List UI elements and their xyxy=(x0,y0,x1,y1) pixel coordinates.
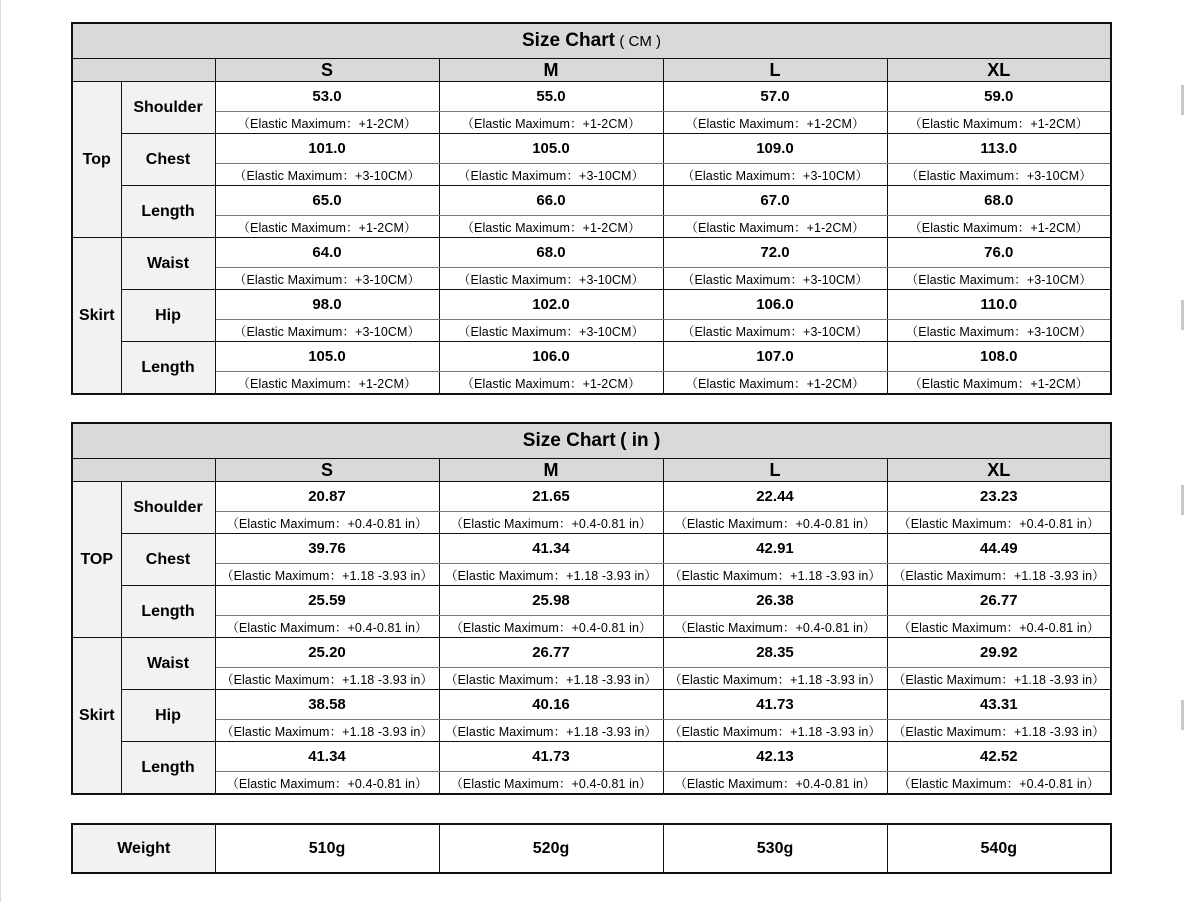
weight-value-s: 510g xyxy=(215,824,439,873)
measure-value: 26.77 xyxy=(887,586,1111,616)
elastic-note: （Elastic Maximum：+1.18 -3.93 in） xyxy=(887,564,1111,586)
measure-value: 76.0 xyxy=(887,238,1111,268)
measure-value: 28.35 xyxy=(663,638,887,668)
elastic-note: （Elastic Maximum：+1.18 -3.93 in） xyxy=(663,720,887,742)
measure-value: 39.76 xyxy=(215,534,439,564)
measure-value: 25.20 xyxy=(215,638,439,668)
measure-label: Hip xyxy=(121,290,215,342)
size-header-xl: XL xyxy=(887,459,1111,482)
table-row xyxy=(72,238,1111,268)
elastic-note: （Elastic Maximum：+0.4-0.81 in） xyxy=(215,512,439,534)
measure-value: 106.0 xyxy=(439,342,663,372)
header-corner xyxy=(72,59,215,82)
table-row-elastic xyxy=(72,268,1111,290)
size-chart-in-title xyxy=(72,423,1111,459)
measure-value: 41.34 xyxy=(215,742,439,772)
measure-value: 44.49 xyxy=(887,534,1111,564)
measure-value: 98.0 xyxy=(215,290,439,320)
elastic-note: （Elastic Maximum：+1-2CM） xyxy=(663,216,887,238)
table-row xyxy=(72,690,1111,720)
elastic-note: （Elastic Maximum：+1-2CM） xyxy=(439,112,663,134)
measure-value: 105.0 xyxy=(439,134,663,164)
elastic-note: （Elastic Maximum：+3-10CM） xyxy=(887,320,1111,342)
group-label: Skirt xyxy=(72,238,121,395)
table-row xyxy=(72,638,1111,668)
elastic-note: （Elastic Maximum：+1.18 -3.93 in） xyxy=(663,564,887,586)
elastic-note: （Elastic Maximum：+1.18 -3.93 in） xyxy=(439,720,663,742)
table-row xyxy=(72,586,1111,616)
measure-label: Shoulder xyxy=(121,482,215,534)
header-corner xyxy=(72,459,215,482)
weight-value-l: 530g xyxy=(663,824,887,873)
elastic-note: （Elastic Maximum：+0.4-0.81 in） xyxy=(887,616,1111,638)
elastic-note: （Elastic Maximum：+1.18 -3.93 in） xyxy=(439,564,663,586)
elastic-note: （Elastic Maximum：+0.4-0.81 in） xyxy=(439,616,663,638)
measure-value: 53.0 xyxy=(215,82,439,112)
measure-value: 20.87 xyxy=(215,482,439,512)
elastic-note: （Elastic Maximum：+1.18 -3.93 in） xyxy=(663,668,887,690)
elastic-note: （Elastic Maximum：+3-10CM） xyxy=(887,268,1111,290)
elastic-note: （Elastic Maximum：+0.4-0.81 in） xyxy=(663,616,887,638)
elastic-note: （Elastic Maximum：+3-10CM） xyxy=(215,320,439,342)
table-row-elastic xyxy=(72,668,1111,690)
table-row-elastic xyxy=(72,216,1111,238)
table-row-elastic xyxy=(72,564,1111,586)
elastic-note: （Elastic Maximum：+3-10CM） xyxy=(663,164,887,186)
table-row-elastic xyxy=(72,320,1111,342)
measure-label: Length xyxy=(121,742,215,795)
measure-label: Length xyxy=(121,586,215,638)
table-row xyxy=(72,290,1111,320)
weight-value-xl: 540g xyxy=(887,824,1111,873)
measure-value: 110.0 xyxy=(887,290,1111,320)
weight-table xyxy=(71,823,1112,874)
measure-value: 66.0 xyxy=(439,186,663,216)
measure-value: 68.0 xyxy=(887,186,1111,216)
group-label: TOP xyxy=(72,482,121,638)
size-chart-cm xyxy=(71,22,1112,395)
measure-value: 72.0 xyxy=(663,238,887,268)
size-chart-cm-title xyxy=(72,23,1111,59)
weight-label: Weight xyxy=(72,824,215,873)
elastic-note: （Elastic Maximum：+1-2CM） xyxy=(887,372,1111,395)
table-row-elastic xyxy=(72,720,1111,742)
measure-value: 22.44 xyxy=(663,482,887,512)
elastic-note: （Elastic Maximum：+1.18 -3.93 in） xyxy=(887,668,1111,690)
elastic-note: （Elastic Maximum：+3-10CM） xyxy=(887,164,1111,186)
table-row-elastic xyxy=(72,512,1111,534)
measure-value: 38.58 xyxy=(215,690,439,720)
size-header-m: M xyxy=(439,459,663,482)
measure-label: Length xyxy=(121,342,215,395)
measure-value: 41.73 xyxy=(439,742,663,772)
size-header-m: M xyxy=(439,59,663,82)
chart-title: Size Chart xyxy=(522,430,616,451)
table-row xyxy=(72,82,1111,112)
measure-value: 68.0 xyxy=(439,238,663,268)
elastic-note: （Elastic Maximum：+3-10CM） xyxy=(439,320,663,342)
elastic-note: （Elastic Maximum：+1.18 -3.93 in） xyxy=(887,720,1111,742)
size-header-s: S xyxy=(215,459,439,482)
group-label: Top xyxy=(72,82,121,238)
elastic-note: （Elastic Maximum：+1-2CM） xyxy=(439,372,663,395)
size-header-xl: XL xyxy=(887,59,1111,82)
measure-label: Length xyxy=(121,186,215,238)
measure-value: 42.52 xyxy=(887,742,1111,772)
measure-value: 64.0 xyxy=(215,238,439,268)
measure-label: Waist xyxy=(121,638,215,690)
measure-value: 42.13 xyxy=(663,742,887,772)
elastic-note: （Elastic Maximum：+1-2CM） xyxy=(215,216,439,238)
measure-value: 41.34 xyxy=(439,534,663,564)
elastic-note: （Elastic Maximum：+3-10CM） xyxy=(439,268,663,290)
measure-value: 21.65 xyxy=(439,482,663,512)
measure-value: 25.59 xyxy=(215,586,439,616)
elastic-note: （Elastic Maximum：+1.18 -3.93 in） xyxy=(215,564,439,586)
measure-value: 41.73 xyxy=(663,690,887,720)
table-row xyxy=(72,742,1111,772)
elastic-note: （Elastic Maximum：+1-2CM） xyxy=(887,112,1111,134)
group-label: Skirt xyxy=(72,638,121,795)
measure-value: 42.91 xyxy=(663,534,887,564)
table-row-elastic xyxy=(72,772,1111,795)
measure-label: Waist xyxy=(121,238,215,290)
measure-label: Shoulder xyxy=(121,82,215,134)
elastic-note: （Elastic Maximum：+3-10CM） xyxy=(663,320,887,342)
size-header-l: L xyxy=(663,59,887,82)
measure-value: 102.0 xyxy=(439,290,663,320)
measure-value: 43.31 xyxy=(887,690,1111,720)
page-left-edge xyxy=(0,0,1,902)
measure-value: 108.0 xyxy=(887,342,1111,372)
elastic-note: （Elastic Maximum：+0.4-0.81 in） xyxy=(215,772,439,795)
measure-value: 105.0 xyxy=(215,342,439,372)
weight-value-m: 520g xyxy=(439,824,663,873)
elastic-note: （Elastic Maximum：+0.4-0.81 in） xyxy=(439,512,663,534)
elastic-note: （Elastic Maximum：+0.4-0.81 in） xyxy=(663,512,887,534)
measure-value: 101.0 xyxy=(215,134,439,164)
elastic-note: （Elastic Maximum：+3-10CM） xyxy=(215,268,439,290)
measure-value: 65.0 xyxy=(215,186,439,216)
table-row-elastic xyxy=(72,164,1111,186)
chart-unit: ( CM ) xyxy=(619,33,662,50)
table-row xyxy=(72,134,1111,164)
measure-value: 109.0 xyxy=(663,134,887,164)
measure-value: 57.0 xyxy=(663,82,887,112)
elastic-note: （Elastic Maximum：+3-10CM） xyxy=(663,268,887,290)
table-row xyxy=(72,534,1111,564)
table-row-elastic xyxy=(72,616,1111,638)
size-header-l: L xyxy=(663,459,887,482)
measure-label: Hip xyxy=(121,690,215,742)
chart-title: Size Chart xyxy=(522,30,615,51)
table-row-elastic xyxy=(72,112,1111,134)
elastic-note: （Elastic Maximum：+0.4-0.81 in） xyxy=(887,512,1111,534)
elastic-note: （Elastic Maximum：+1.18 -3.93 in） xyxy=(215,720,439,742)
elastic-note: （Elastic Maximum：+0.4-0.81 in） xyxy=(215,616,439,638)
elastic-note: （Elastic Maximum：+0.4-0.81 in） xyxy=(663,772,887,795)
table-row xyxy=(72,342,1111,372)
measure-value: 26.77 xyxy=(439,638,663,668)
elastic-note: （Elastic Maximum：+0.4-0.81 in） xyxy=(887,772,1111,795)
measure-value: 26.38 xyxy=(663,586,887,616)
measure-value: 23.23 xyxy=(887,482,1111,512)
measure-value: 29.92 xyxy=(887,638,1111,668)
measure-value: 25.98 xyxy=(439,586,663,616)
elastic-note: （Elastic Maximum：+1-2CM） xyxy=(439,216,663,238)
measure-label: Chest xyxy=(121,534,215,586)
elastic-note: （Elastic Maximum：+0.4-0.81 in） xyxy=(439,772,663,795)
measure-value: 106.0 xyxy=(663,290,887,320)
chart-unit: ( in ) xyxy=(620,430,661,451)
measure-value: 67.0 xyxy=(663,186,887,216)
elastic-note: （Elastic Maximum：+1-2CM） xyxy=(887,216,1111,238)
size-header-s: S xyxy=(215,59,439,82)
elastic-note: （Elastic Maximum：+3-10CM） xyxy=(215,164,439,186)
elastic-note: （Elastic Maximum：+3-10CM） xyxy=(439,164,663,186)
table-row-elastic xyxy=(72,372,1111,395)
table-row xyxy=(72,186,1111,216)
elastic-note: （Elastic Maximum：+1.18 -3.93 in） xyxy=(439,668,663,690)
elastic-note: （Elastic Maximum：+1-2CM） xyxy=(663,112,887,134)
measure-value: 40.16 xyxy=(439,690,663,720)
elastic-note: （Elastic Maximum：+1-2CM） xyxy=(215,112,439,134)
elastic-note: （Elastic Maximum：+1-2CM） xyxy=(215,372,439,395)
size-chart-in xyxy=(71,422,1112,795)
measure-value: 59.0 xyxy=(887,82,1111,112)
measure-label: Chest xyxy=(121,134,215,186)
measure-value: 113.0 xyxy=(887,134,1111,164)
measure-value: 107.0 xyxy=(663,342,887,372)
table-row xyxy=(72,482,1111,512)
elastic-note: （Elastic Maximum：+1.18 -3.93 in） xyxy=(215,668,439,690)
elastic-note: （Elastic Maximum：+1-2CM） xyxy=(663,372,887,395)
measure-value: 55.0 xyxy=(439,82,663,112)
